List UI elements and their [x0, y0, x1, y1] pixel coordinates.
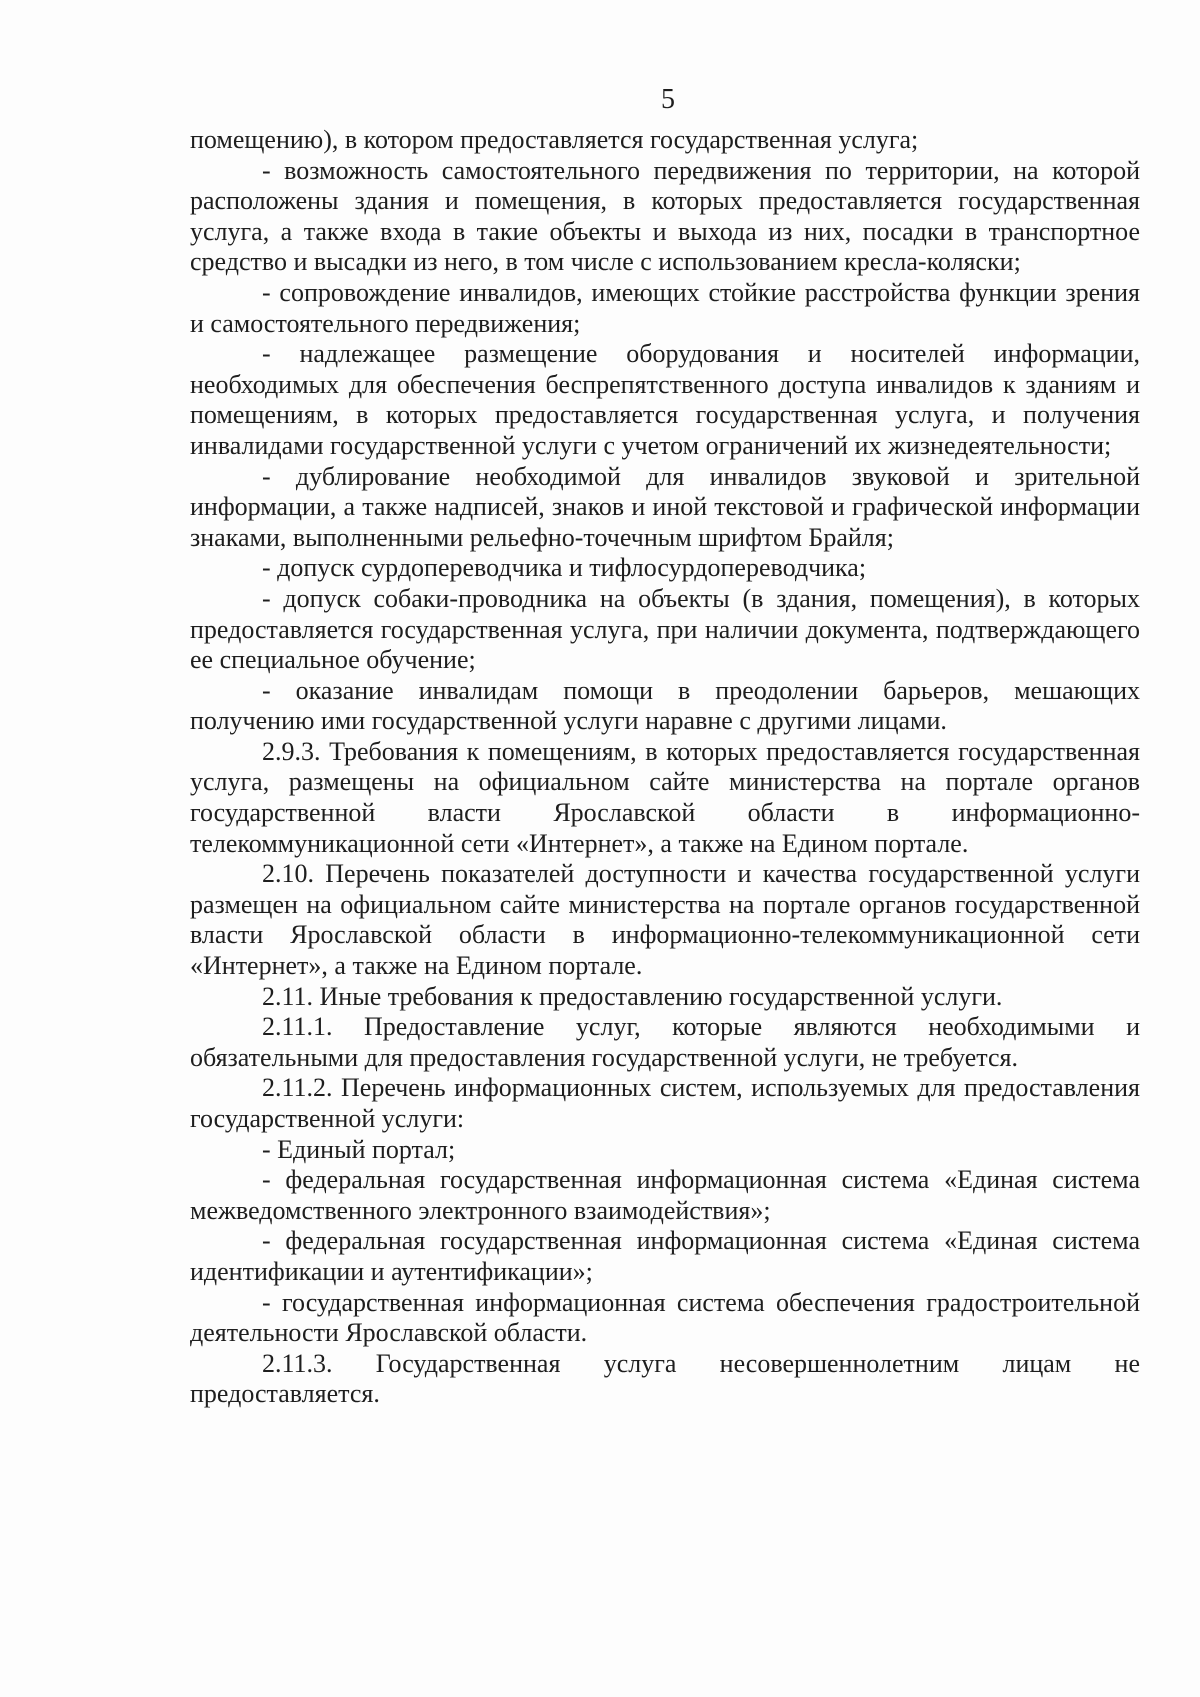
paragraph: - Единый портал;: [262, 1134, 456, 1164]
paragraph: помещению), в котором предоставляется государственная услуга;: [190, 125, 919, 154]
paragraph: 2.11.2. Перечень информационных систем, используемых для предоставления государственной услуги:: [190, 1073, 1140, 1133]
paragraph: 2.9.3. Требования к помещениям, в которых предоставляется государственная услуга, размещены на официальном сайте министерства на портале органов государственной власти Ярославской области в информационно-телекоммуникационной сети «Интернет», а также на Едином портале.: [190, 736, 1140, 858]
paragraph: - оказание инвалидам помощи в преодолении барьеров, мешающих получению ими государственной услуги наравне с другими лицами.: [190, 675, 1140, 736]
paragraph: - допуск собаки-проводника на объекты (в здания, помещения), в которых предоставляется государственная услуга, при наличии документа, подтверждающего ее специальное обучение;: [190, 583, 1140, 675]
paragraph: - надлежащее размещение оборудования и носителей информации, необходимых для обеспечения беспрепятственного доступа инвалидов к зданиям и помещениям, в которых предоставляется государственная услуга, и получения инвалидами государственной услуги с учетом ограничений их жизнедеятельности;: [190, 339, 1140, 460]
paragraph: 2.11. Иные требования к предоставлению государственной услуги.: [262, 981, 1003, 1011]
paragraph: - федеральная государственная информационная система «Единая система межведомственного электронного взаимодействия»;: [190, 1165, 1140, 1225]
paragraph: - возможность самостоятельного передвижения по территории, на которой расположены здания и помещения, в которых предоставляется государственная услуга, а также входа в такие объекты и выхода из них, посадки в транспортное средство и высадки из него, в том числе с использованием кресла-коляски;: [190, 155, 1140, 277]
paragraph: - дублирование необходимой для инвалидов звуковой и зрительной информации, а также надписей, знаков и иной текстовой и графической информации знаками, выполненными рельефно-точечным шрифтом Брайля;: [190, 461, 1140, 552]
paragraph: - допуск сурдопереводчика и тифлосурдопереводчика;: [262, 553, 867, 583]
document-body: [190, 125, 1140, 1410]
paragraph: 2.10. Перечень показателей доступности и качества государственной услуги размещен на официальном сайте министерства на портале органов государственной власти Ярославской области в информационно-телекоммуникационной сети «Интернет», а также на Едином портале.: [190, 859, 1140, 981]
paragraph: 2.11.3. Государственная услуга несовершеннолетним лицам не предоставляется.: [190, 1348, 1140, 1409]
paragraph: - сопровождение инвалидов, имеющих стойкие расстройства функции зрения и самостоятельного передвижения;: [190, 277, 1140, 338]
page-number: 5: [661, 84, 675, 115]
paragraph: 2.11.1. Предоставление услуг, которые являются необходимыми и обязательными для предоставления государственной услуги, не требуется.: [190, 1012, 1140, 1072]
paragraph: - федеральная государственная информационная система «Единая система идентификации и аутентификации»;: [190, 1226, 1140, 1286]
paragraph: - государственная информационная система обеспечения градостроительной деятельности Ярославской области.: [190, 1287, 1140, 1348]
